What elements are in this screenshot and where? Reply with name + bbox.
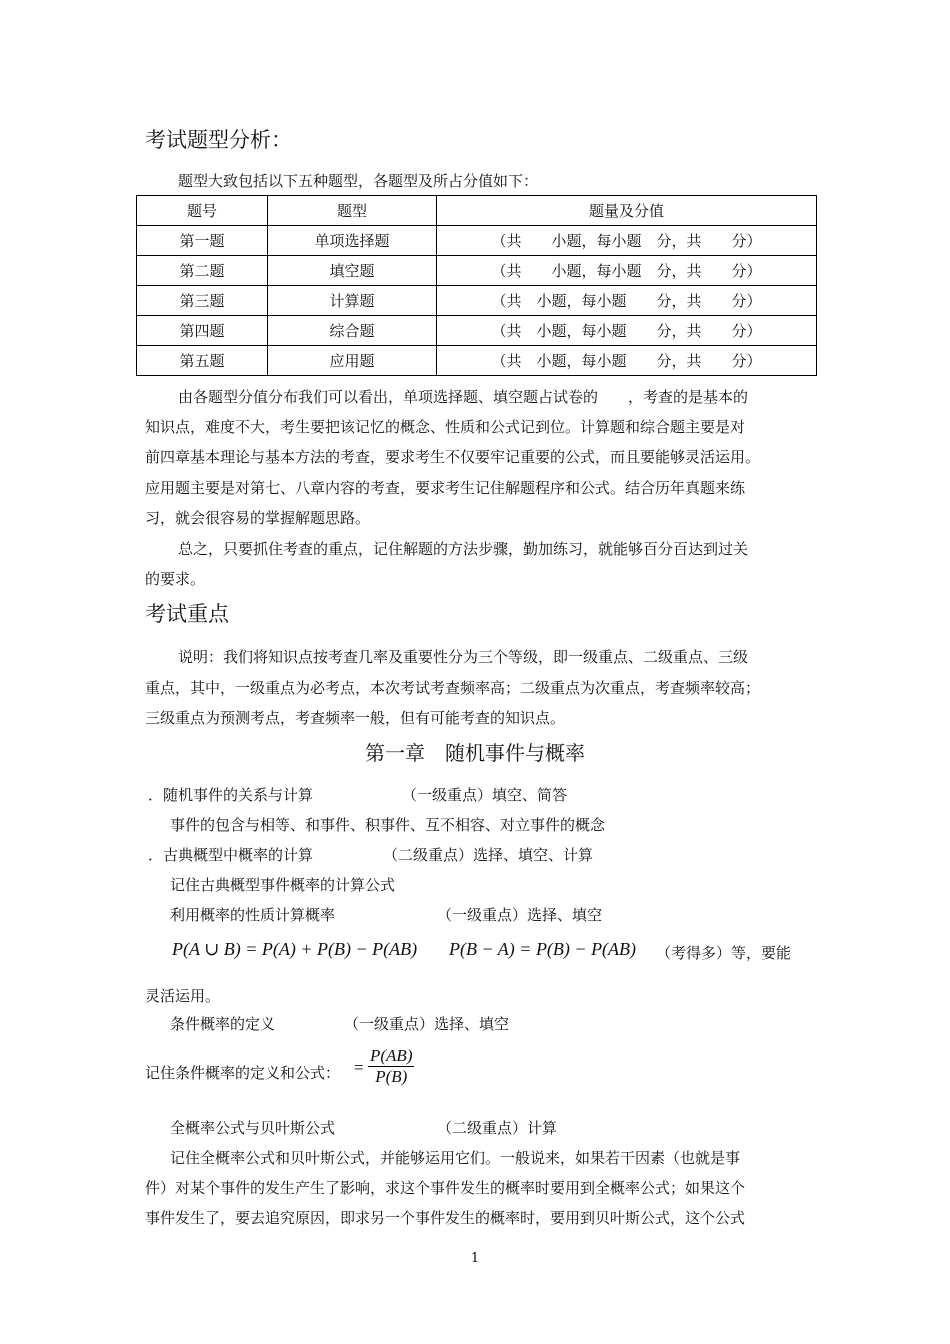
conditional-probability-fraction xyxy=(368,1046,414,1087)
formula-continuation: 灵活运用。 xyxy=(145,987,221,1005)
paragraph-line: 件）对某个事件的发生产生了影响，求这个事件发生的概率时要用到全概率公式；如果这个 xyxy=(145,1179,746,1197)
topic-level: （一级重点）选择、填空 xyxy=(344,1015,510,1033)
topic-conditional-probability: 条件概率的定义 xyxy=(170,1015,276,1033)
section-title-key-points: 考试重点 xyxy=(145,602,229,626)
note-line: 说明：我们将知识点按考查几率及重要性分为三个等级，即一级重点、二级重点、三级 xyxy=(178,648,749,666)
topic-description: 记住条件概率的定义和公式： xyxy=(145,1064,341,1082)
paragraph-line: 应用题主要是对第七、八章内容的考查，要求考生记住解题程序和公式。结合历年真题来练 xyxy=(145,479,746,497)
score-table xyxy=(136,195,817,376)
intro-text: 题型大致包括以下五种题型，各题型及所占分值如下： xyxy=(178,172,539,190)
table-cell: （共 小题，每小题 分，共 分） xyxy=(437,256,817,286)
table-cell: 第三题 xyxy=(137,286,268,316)
note-line: 重点，其中，一级重点为必考点，本次考试考查频率高；二级重点为次重点，考查频率较高； xyxy=(145,679,761,697)
table-row xyxy=(137,226,817,256)
table-cell: 填空题 xyxy=(268,256,437,286)
formula-difference: P(B − A) = P(B) − P(AB) xyxy=(449,939,637,959)
topic-level: （二级重点）选择、填空、计算 xyxy=(383,846,594,864)
table-cell: 应用题 xyxy=(268,346,437,376)
table-cell: 第五题 xyxy=(137,346,268,376)
topic-level: （一级重点）选择、填空 xyxy=(437,906,603,924)
topic-probability-properties: 利用概率的性质计算概率 xyxy=(170,906,336,924)
formula-union: P(A ∪ B) = P(A) + P(B) − P(AB) xyxy=(172,939,418,959)
topic-description: 记住古典概型事件概率的计算公式 xyxy=(170,876,396,894)
table-header-cell: 题量及分值 xyxy=(437,196,817,226)
table-cell: 第二题 xyxy=(137,256,268,286)
table-header-cell: 题号 xyxy=(137,196,268,226)
paragraph-line: 习，就会很容易的掌握解题思路。 xyxy=(145,509,371,527)
topic-total-probability: 全概率公式与贝叶斯公式 xyxy=(170,1119,336,1137)
topic-classical-probability: ．古典概型中概率的计算 xyxy=(148,846,314,864)
table-header-cell: 题型 xyxy=(268,196,437,226)
paragraph-line: 由各题型分值分布我们可以看出，单项选择题、填空题占试卷的 ，考查的是基本的 xyxy=(178,388,749,406)
table-header-row xyxy=(137,196,817,226)
table-cell: （共 小题，每小题 分，共 分） xyxy=(437,316,817,346)
section-title-exam-types: 考试题型分析： xyxy=(145,128,292,152)
paragraph-line: 事件发生了，要去追究原因，即求另一个事件发生的概率时，要用到贝叶斯公式，这个公式 xyxy=(145,1209,746,1227)
table-cell: 单项选择题 xyxy=(268,226,437,256)
paragraph-line: 前四章基本理论与基本方法的考查，要求考生不仅要牢记重要的公式，而且要能够灵活运用。 xyxy=(145,448,761,466)
table-row xyxy=(137,256,817,286)
table-row xyxy=(137,346,817,376)
paragraph-line: 的要求。 xyxy=(145,570,206,588)
topic-level: （二级重点）计算 xyxy=(437,1119,558,1137)
fraction-denominator: P(B) xyxy=(375,1067,408,1086)
page-number: 1 xyxy=(470,1251,480,1266)
table-cell: 第四题 xyxy=(137,316,268,346)
equals-sign: = xyxy=(354,1058,364,1077)
note-line: 三级重点为预测考点，考查频率一般，但有可能考查的知识点。 xyxy=(145,709,566,727)
table-row xyxy=(137,316,817,346)
paragraph-line: 总之，只要抓住考查的重点，记住解题的方法步骤，勤加练习，就能够百分百达到过关 xyxy=(178,540,749,558)
paragraph-line: 记住全概率公式和贝叶斯公式，并能够运用它们。一般说来，如果若干因素（也就是事 xyxy=(170,1149,741,1167)
topic-level: （一级重点）填空、简答 xyxy=(402,786,568,804)
table-cell: 第一题 xyxy=(137,226,268,256)
fraction-numerator: P(AB) xyxy=(370,1046,413,1065)
table-cell: （共 小题，每小题 分，共 分） xyxy=(437,286,817,316)
table-cell: 综合题 xyxy=(268,316,437,346)
table-cell: （共 小题，每小题 分，共 分） xyxy=(437,226,817,256)
paragraph-line: 知识点，难度不大，考生要把该记忆的概念、性质和公式记到位。计算题和综合题主要是对 xyxy=(145,418,746,436)
table-cell: 计算题 xyxy=(268,286,437,316)
formula-note: （考得多）等，要能 xyxy=(656,944,792,962)
table-row xyxy=(137,286,817,316)
chapter-title: 第一章 随机事件与概率 xyxy=(365,741,585,765)
topic-description: 事件的包含与相等、和事件、积事件、互不相容、对立事件的概念 xyxy=(170,816,606,834)
table-cell: （共 小题，每小题 分，共 分） xyxy=(437,346,817,376)
topic-random-events: ．随机事件的关系与计算 xyxy=(148,786,314,804)
